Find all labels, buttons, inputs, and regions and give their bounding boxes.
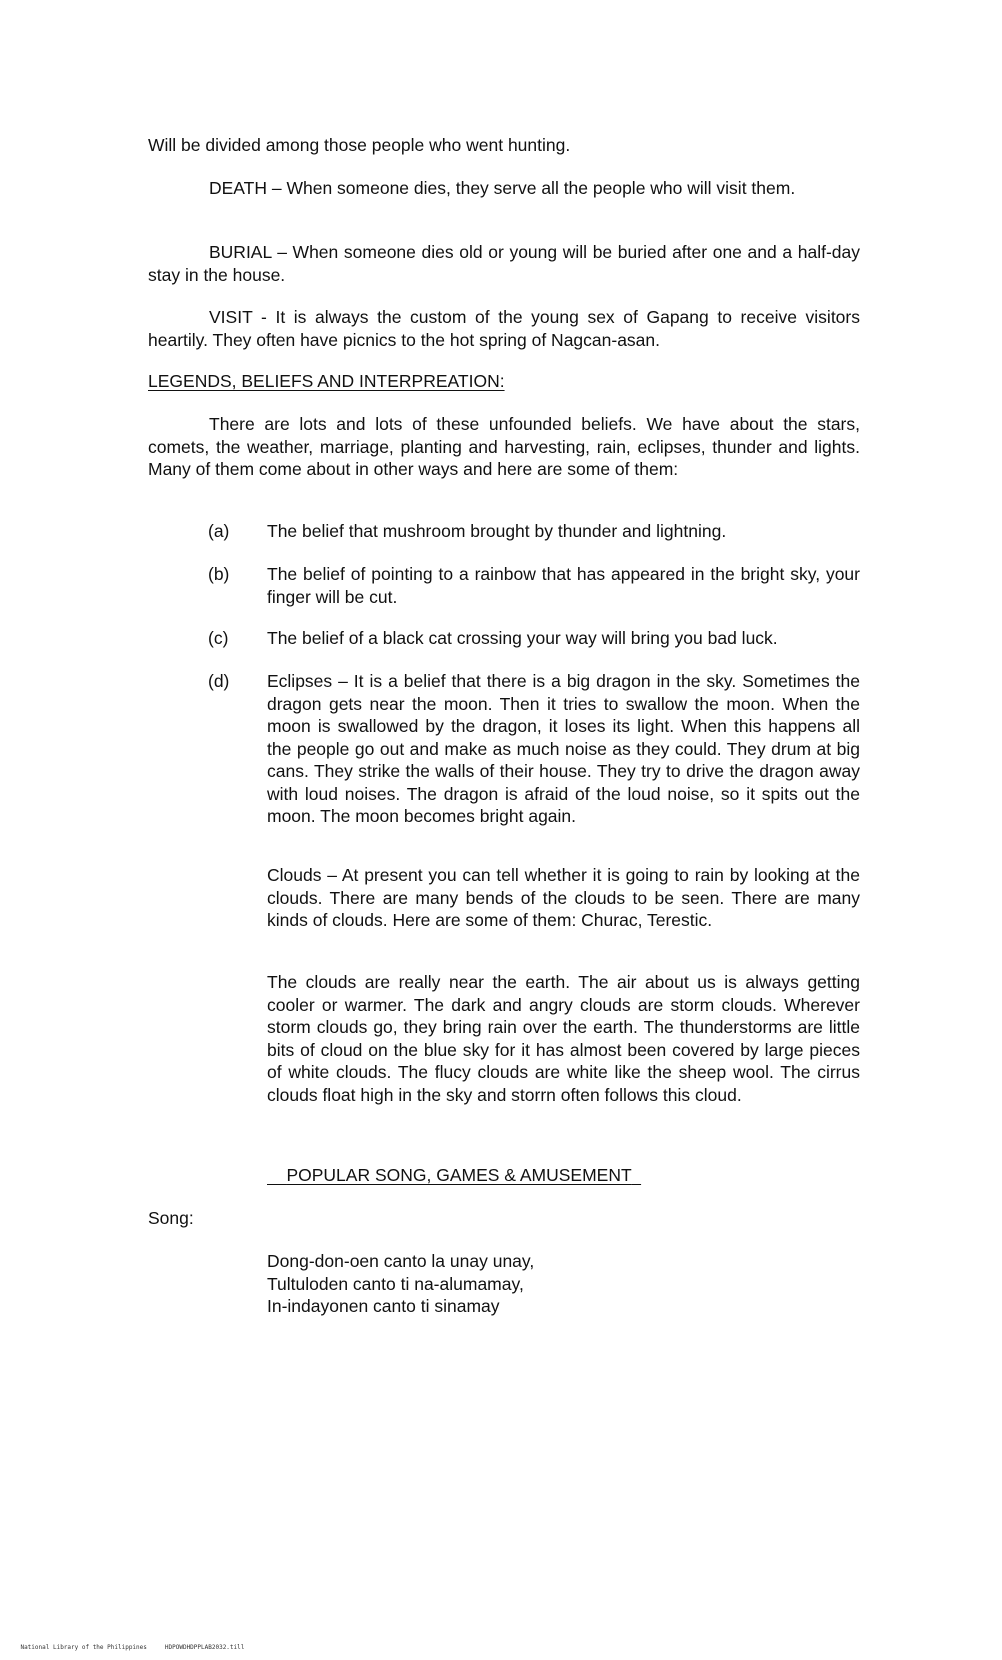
lyric-line: Tultuloden canto ti na-alumamay,: [267, 1273, 524, 1294]
belief-label: (d): [208, 671, 230, 691]
footer-code: HDPOWDHDPPLAB2032.till: [164, 1644, 245, 1651]
belief-label: (c): [208, 628, 229, 648]
belief-item-a: [208, 520, 860, 543]
paragraph-visit: VISIT - It is always the custom of the young sex of Gapang to receive visitors heartily. They often have picnics to the hot spring of Nagcan-asan.: [148, 307, 860, 350]
belief-label: (b): [208, 564, 230, 584]
song-lyrics: [267, 1250, 534, 1318]
belief-item-c: [208, 627, 860, 650]
paragraph-death: DEATH – When someone dies, they serve all the people who will visit them.: [209, 178, 796, 198]
belief-label: (a): [208, 521, 230, 541]
belief-text: Eclipses – It is a belief that there is a big dragon in the sky. Sometimes the dragon gets near the moon. Then it tries to swallow the moon. When the moon is swallowed by the dragon, it loses its light. When this happens all the people go out and make as much noise as they could. They drum at big cans. They strike the walls of their house. They try to drive the dragon away with loud noises. The dragon is afraid of the loud noise, so it spits out the moon. The moon becomes bright again.: [267, 671, 860, 826]
song-label: Song:: [148, 1208, 194, 1228]
lyric-line: In-indayonen canto ti sinamay: [267, 1296, 500, 1316]
belief-text: The belief that mushroom brought by thunder and lightning.: [267, 521, 727, 541]
paragraph-clouds-2: The clouds are really near the earth. The air about us is always getting cooler or warmer. The dark and angry clouds are storm clouds. Wherever storm clouds go, they bring rain over the earth. The thunderstorms are little bits of cloud on the blue sky for it has almost been covered by large pieces of white clouds. The flucy clouds are white like the sheep wool. The cirrus clouds float high in the sky and storrn often follows this cloud.: [267, 972, 860, 1105]
legends-intro: There are lots and lots of these unfounded beliefs. We have about the stars, comets, the weather, marriage, planting and harvesting, rain, eclipses, thunder and lights. Many of them come about in other ways and here are some of them:: [148, 414, 860, 479]
belief-item-b: [208, 563, 860, 608]
songs-heading-text: POPULAR SONG, GAMES & AMUSEMENT: [286, 1165, 632, 1185]
belief-text: The belief of pointing to a rainbow that has appeared in the bright sky, your finger will be cut.: [267, 564, 860, 607]
page-footer: [6, 1636, 244, 1660]
paragraph-burial: BURIAL – When someone dies old or young will be buried after one and a half-day stay in the house.: [148, 242, 860, 285]
belief-text: The belief of a black cat crossing your way will bring you bad luck.: [267, 628, 778, 648]
paragraph-clouds-1: Clouds – At present you can tell whether it is going to rain by looking at the clouds. There are many bends of the clouds to be seen. There are many kinds of clouds. Here are some of them: Churac, Terestic.: [267, 865, 860, 930]
footer-library: National Library of the Philippines: [20, 1644, 147, 1651]
lyric-line: Dong-don-oen canto la unay unay,: [267, 1251, 535, 1271]
songs-heading: [267, 1164, 641, 1187]
belief-item-d: [208, 670, 860, 828]
legends-heading: LEGENDS, BELIEFS AND INTERPREATION:: [148, 371, 505, 391]
paragraph-hunting: Will be divided among those people who went hunting.: [148, 135, 571, 155]
